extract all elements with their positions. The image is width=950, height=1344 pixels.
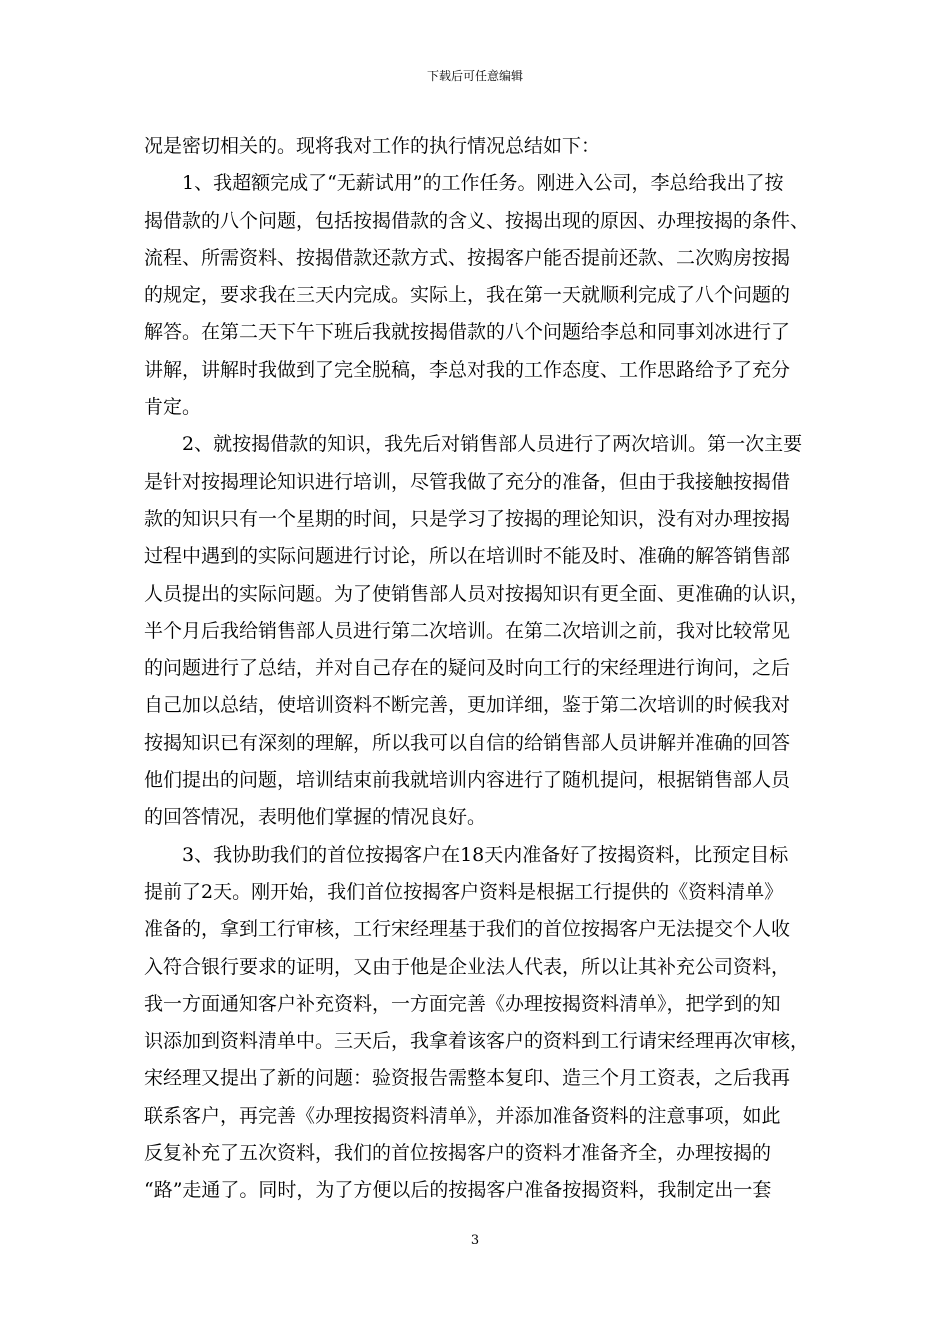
text-line: 款的知识只有一个星期的时间，只是学习了按揭的理论知识，没有对办理按揭 <box>144 507 791 530</box>
text-line: 他们提出的问题，培训结束前我就培训内容进行了随机提问，根据销售部人员 <box>144 769 791 792</box>
text-line: 的规定，要求我在三天内完成。实际上，我在第一天就顺利完成了八个问题的 <box>144 284 791 307</box>
text-line: 流程、所需资料、按揭借款还款方式、按揭客户能否提前还款、二次购房按揭 <box>144 246 791 269</box>
text-line: 的问题进行了总结，并对自己存在的疑问及时向工行的宋经理进行询问，之后 <box>144 657 791 680</box>
text-line: 解答。在第二天下午下班后我就按揭借款的八个问题给李总和同事刘冰进行了 <box>144 321 791 344</box>
text-line: 肯定。 <box>144 396 202 419</box>
text-line: 提前了2天。刚开始，我们首位按揭客户资料是根据工行提供的《资料清单》 <box>144 880 784 903</box>
text-line: 入符合银行要求的证明，又由于他是企业法人代表，所以让其补充公司资料， <box>144 955 791 978</box>
text-line: 3、我协助我们的首位按揭客户在18天内准备好了按揭资料，比预定目标 <box>182 843 789 866</box>
text-line: 2、就按揭借款的知识，我先后对销售部人员进行了两次培训。第一次主要 <box>182 433 803 456</box>
text-line: 半个月后我给销售部人员进行第二次培训。在第二次培训之前，我对比较常见 <box>144 619 791 642</box>
text-line: 联系客户，再完善《办理按揭资料清单》，并添加准备资料的注意事项，如此 <box>144 1104 781 1127</box>
page-number: 3 <box>470 1233 480 1248</box>
text-line: 反复补充了五次资料，我们的首位按揭客户的资料才准备齐全，办理按揭的 <box>144 1142 772 1165</box>
text-line: “路”走通了。同时，为了方便以后的按揭客户准备按揭资料，我制定出一套 <box>144 1179 772 1202</box>
text-line: 的回答情况，表明他们掌握的情况良好。 <box>144 806 487 829</box>
text-line: 自己加以总结，使培训资料不断完善，更加详细，鉴于第二次培训的时候我对 <box>144 694 791 717</box>
page-header: 下载后可任意编辑 <box>426 69 523 83</box>
text-line: 宋经理又提出了新的问题：验资报告需整本复印、造三个月工资表，之后我再 <box>144 1067 791 1090</box>
text-line: 讲解，讲解时我做到了完全脱稿，李总对我的工作态度、工作思路给予了充分 <box>144 358 791 381</box>
text-line: 过程中遇到的实际问题进行讨论，所以在培训时不能及时、准确的解答销售部 <box>144 545 791 568</box>
text-line: 按揭知识已有深刻的理解，所以我可以自信的给销售部人员讲解并准确的回答 <box>144 731 791 754</box>
text-line: 况是密切相关的。现将我对工作的执行情况总结如下： <box>144 135 601 157</box>
text-line: 准备的，拿到工行审核，工行宋经理基于我们的首位按揭客户无法提交个人收 <box>144 918 791 941</box>
text-line: 识添加到资料清单中。三天后，我拿着该客户的资料到工行请宋经理再次审核， <box>144 1030 810 1053</box>
document-body <box>144 128 808 1210</box>
text-line: 人员提出的实际问题。为了使销售部人员对按揭知识有更全面、更准确的认识， <box>144 582 810 605</box>
text-line: 是针对按揭理论知识进行培训，尽管我做了充分的准备，但由于我接触按揭借 <box>144 470 791 493</box>
text-line: 1、我超额完成了“无薪试用”的工作任务。刚进入公司，李总给我出了按 <box>182 172 784 195</box>
text-line: 我一方面通知客户补充资料，一方面完善《办理按揭资料清单》，把学到的知 <box>144 992 781 1015</box>
text-line: 揭借款的八个问题，包括按揭借款的含义、按揭出现的原因、办理按揭的条件、 <box>144 209 810 232</box>
